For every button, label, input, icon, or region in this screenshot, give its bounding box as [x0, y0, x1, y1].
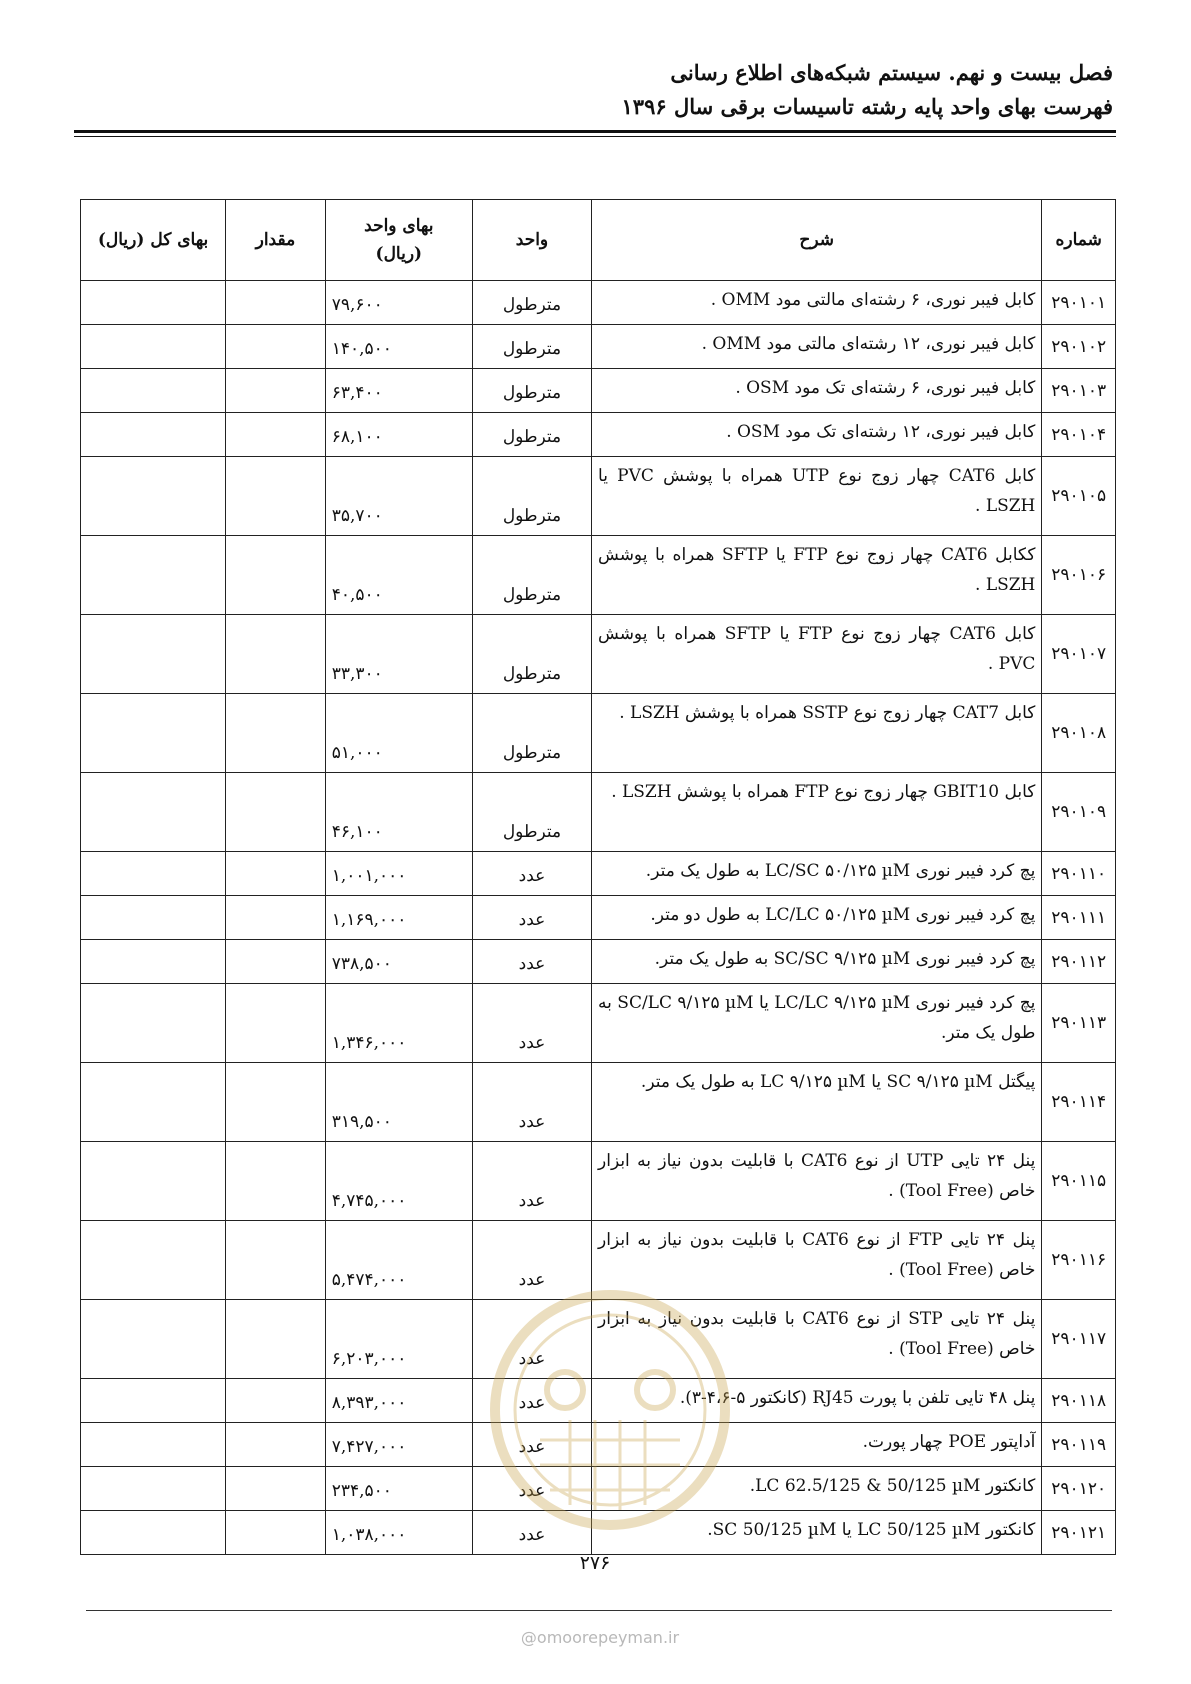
- row-total: [81, 536, 226, 615]
- row-code: ۲۹۰۱۰۸: [1042, 694, 1116, 773]
- row-unit: عدد: [472, 1221, 591, 1300]
- row-qty: [226, 1063, 326, 1142]
- row-desc: کابل فیبر نوری، ۶ رشته‌ای مالتی مود OMM .: [592, 281, 1042, 325]
- row-code: ۲۹۰۱۱۸: [1042, 1379, 1116, 1423]
- row-total: [81, 852, 226, 896]
- row-unit-price: ۳۳,۳۰۰: [325, 615, 472, 694]
- row-unit-price: ۱,۱۶۹,۰۰۰: [325, 896, 472, 940]
- row-unit: عدد: [472, 1300, 591, 1379]
- row-desc: پنل ۴۸ تایی تلفن با پورت RJ45 (کانکتور ۵-۴،۶-۳).: [592, 1379, 1042, 1423]
- row-qty: [226, 1221, 326, 1300]
- row-total: [81, 325, 226, 369]
- row-unit-price: ۱,۰۰۱,۰۰۰: [325, 852, 472, 896]
- row-code: ۲۹۰۱۱۲: [1042, 940, 1116, 984]
- row-qty: [226, 773, 326, 852]
- row-unit: مترطول: [472, 773, 591, 852]
- row-qty: [226, 852, 326, 896]
- col-header-unit-price-currency: (ریال): [375, 244, 423, 264]
- row-total: [81, 1467, 226, 1511]
- row-unit-price: ۵,۴۷۴,۰۰۰: [325, 1221, 472, 1300]
- row-code: ۲۹۰۱۰۱: [1042, 281, 1116, 325]
- row-unit-price: ۳۵,۷۰۰: [325, 457, 472, 536]
- row-unit-price: ۶۳,۴۰۰: [325, 369, 472, 413]
- row-code: ۲۹۰۱۰۴: [1042, 413, 1116, 457]
- table-row: [81, 984, 1116, 1063]
- row-total: [81, 940, 226, 984]
- row-code: ۲۹۰۱۱۹: [1042, 1423, 1116, 1467]
- row-desc: کابل CAT6 چهار زوج نوع FTP یا SFTP همراه با پوشش PVC .: [592, 615, 1042, 694]
- row-qty: [226, 1379, 326, 1423]
- row-unit-price: ۷۹,۶۰۰: [325, 281, 472, 325]
- row-code: ۲۹۰۱۲۰: [1042, 1467, 1116, 1511]
- row-total: [81, 1423, 226, 1467]
- row-total: [81, 281, 226, 325]
- table-row: [81, 325, 1116, 369]
- row-desc: کابل فیبر نوری، ۱۲ رشته‌ای مالتی مود OMM .: [592, 325, 1042, 369]
- row-unit: عدد: [472, 940, 591, 984]
- table-row: [81, 773, 1116, 852]
- table-row: [81, 615, 1116, 694]
- row-code: ۲۹۰۱۱۵: [1042, 1142, 1116, 1221]
- col-header-unit-price-label: بهای واحد: [364, 216, 434, 236]
- row-qty: [226, 413, 326, 457]
- table-row: [81, 281, 1116, 325]
- row-total: [81, 1221, 226, 1300]
- row-unit: عدد: [472, 984, 591, 1063]
- table-row: [81, 1063, 1116, 1142]
- document-title: فهرست بهای واحد پایه رشته تاسیسات برقی سال ۱۳۹۶: [621, 94, 1113, 119]
- row-code: ۲۹۰۱۱۴: [1042, 1063, 1116, 1142]
- row-unit: عدد: [472, 1063, 591, 1142]
- row-qty: [226, 1511, 326, 1555]
- row-total: [81, 1511, 226, 1555]
- header-rule-thin: [74, 136, 1116, 137]
- row-qty: [226, 940, 326, 984]
- col-header-unit-price: [325, 200, 472, 281]
- row-qty: [226, 984, 326, 1063]
- row-qty: [226, 896, 326, 940]
- row-unit-price: ۴۶,۱۰۰: [325, 773, 472, 852]
- row-unit: عدد: [472, 1467, 591, 1511]
- row-total: [81, 615, 226, 694]
- row-desc: پیگتل SC ۹/۱۲۵ µM یا LC ۹/۱۲۵ µM به طول یک متر.: [592, 1063, 1042, 1142]
- footer-rule: [86, 1610, 1112, 1611]
- row-total: [81, 369, 226, 413]
- website-watermark: @omoorepeyman.ir: [520, 1628, 680, 1647]
- row-unit-price: ۱۴۰,۵۰۰: [325, 325, 472, 369]
- row-qty: [226, 536, 326, 615]
- row-code: ۲۹۰۱۱۶: [1042, 1221, 1116, 1300]
- row-unit: مترطول: [472, 413, 591, 457]
- row-unit: مترطول: [472, 615, 591, 694]
- row-unit-price: ۱,۳۴۶,۰۰۰: [325, 984, 472, 1063]
- row-unit-price: ۷۳۸,۵۰۰: [325, 940, 472, 984]
- row-unit-price: ۷,۴۲۷,۰۰۰: [325, 1423, 472, 1467]
- col-header-qty: مقدار: [226, 200, 326, 281]
- row-total: [81, 1379, 226, 1423]
- table-row: [81, 413, 1116, 457]
- row-qty: [226, 281, 326, 325]
- table-row: [81, 1142, 1116, 1221]
- row-unit: عدد: [472, 1142, 591, 1221]
- row-total: [81, 1142, 226, 1221]
- row-unit-price: ۵۱,۰۰۰: [325, 694, 472, 773]
- row-unit-price: ۴۰,۵۰۰: [325, 536, 472, 615]
- table-row: [81, 896, 1116, 940]
- row-desc: پچ کرد فیبر نوری LC/LC ۵۰/۱۲۵ µM به طول دو متر.: [592, 896, 1042, 940]
- row-unit-price: ۳۱۹,۵۰۰: [325, 1063, 472, 1142]
- row-qty: [226, 325, 326, 369]
- row-total: [81, 1300, 226, 1379]
- row-code: ۲۹۰۱۱۰: [1042, 852, 1116, 896]
- col-header-desc: شرح: [592, 200, 1042, 281]
- col-header-total: بهای کل (ریال): [81, 200, 226, 281]
- row-total: [81, 457, 226, 536]
- row-desc: کانکتور LC 62.5/125 & 50/125 µM.: [592, 1467, 1042, 1511]
- row-unit: مترطول: [472, 457, 591, 536]
- row-code: ۲۹۰۱۱۱: [1042, 896, 1116, 940]
- row-desc: کابل فیبر نوری، ۶ رشته‌ای تک مود OSM .: [592, 369, 1042, 413]
- row-desc: پچ کرد فیبر نوری LC/SC ۵۰/۱۲۵ µM به طول یک متر.: [592, 852, 1042, 896]
- page-header: [73, 56, 1113, 124]
- row-qty: [226, 1300, 326, 1379]
- row-unit: مترطول: [472, 325, 591, 369]
- page-number: ۲۷۶: [579, 1552, 611, 1574]
- row-qty: [226, 369, 326, 413]
- row-unit: عدد: [472, 1379, 591, 1423]
- row-desc: آداپتور POE چهار پورت.: [592, 1423, 1042, 1467]
- row-unit: مترطول: [472, 369, 591, 413]
- row-total: [81, 413, 226, 457]
- row-code: ۲۹۰۱۰۲: [1042, 325, 1116, 369]
- table-row: [81, 852, 1116, 896]
- col-header-code: شماره: [1042, 200, 1116, 281]
- row-unit: عدد: [472, 1511, 591, 1555]
- watermark-logo: [480, 1260, 740, 1560]
- row-qty: [226, 694, 326, 773]
- row-desc: پنل ۲۴ تایی STP از نوع CAT6 با قابلیت بدون نیاز به ابزار خاص (Tool Free) .: [592, 1300, 1042, 1379]
- row-code: ۲۹۰۱۰۷: [1042, 615, 1116, 694]
- row-code: ۲۹۰۱۰۵: [1042, 457, 1116, 536]
- row-unit: مترطول: [472, 536, 591, 615]
- row-unit: عدد: [472, 896, 591, 940]
- row-desc: پچ کرد فیبر نوری LC/LC ۹/۱۲۵ µM یا SC/LC ۹/۱۲۵ µM به طول یک متر.: [592, 984, 1042, 1063]
- row-qty: [226, 615, 326, 694]
- row-total: [81, 1063, 226, 1142]
- row-unit: مترطول: [472, 694, 591, 773]
- row-unit-price: ۶,۲۰۳,۰۰۰: [325, 1300, 472, 1379]
- row-desc: کانکتور LC 50/125 µM یا SC 50/125 µM.: [592, 1511, 1042, 1555]
- row-qty: [226, 1467, 326, 1511]
- row-code: ۲۹۰۱۰۶: [1042, 536, 1116, 615]
- row-desc: ککابل CAT6 چهار زوج نوع FTP یا SFTP همراه با پوشش LSZH .: [592, 536, 1042, 615]
- table-row: [81, 457, 1116, 536]
- row-desc: کابل CAT6 چهار زوج نوع UTP همراه با پوشش PVC یا LSZH .: [592, 457, 1042, 536]
- row-total: [81, 984, 226, 1063]
- row-unit-price: ۶۸,۱۰۰: [325, 413, 472, 457]
- table-row: [81, 369, 1116, 413]
- row-qty: [226, 1142, 326, 1221]
- row-unit-price: ۲۳۴,۵۰۰: [325, 1467, 472, 1511]
- chapter-title: فصل بیست و نهم. سیستم شبکه‌های اطلاع رسانی: [670, 60, 1113, 85]
- table-row: [81, 536, 1116, 615]
- row-code: ۲۹۰۱۱۷: [1042, 1300, 1116, 1379]
- header-rule-thick: [74, 130, 1116, 133]
- row-code: ۲۹۰۱۲۱: [1042, 1511, 1116, 1555]
- row-desc: پنل ۲۴ تایی FTP از نوع CAT6 با قابلیت بدون نیاز به ابزار خاص (Tool Free) .: [592, 1221, 1042, 1300]
- row-code: ۲۹۰۱۰۹: [1042, 773, 1116, 852]
- row-code: ۲۹۰۱۰۳: [1042, 369, 1116, 413]
- row-qty: [226, 457, 326, 536]
- table-row: [81, 694, 1116, 773]
- row-desc: کابل CAT7 چهار زوج نوع SSTP همراه با پوشش LSZH .: [592, 694, 1042, 773]
- row-total: [81, 694, 226, 773]
- row-desc: پنل ۲۴ تایی UTP از نوع CAT6 با قابلیت بدون نیاز به ابزار خاص (Tool Free) .: [592, 1142, 1042, 1221]
- row-desc: پچ کرد فیبر نوری SC/SC ۹/۱۲۵ µM به طول یک متر.: [592, 940, 1042, 984]
- row-unit-price: ۱,۰۳۸,۰۰۰: [325, 1511, 472, 1555]
- row-unit-price: ۴,۷۴۵,۰۰۰: [325, 1142, 472, 1221]
- row-code: ۲۹۰۱۱۳: [1042, 984, 1116, 1063]
- table-row: [81, 940, 1116, 984]
- row-unit: مترطول: [472, 281, 591, 325]
- row-unit-price: ۸,۳۹۳,۰۰۰: [325, 1379, 472, 1423]
- col-header-unit: واحد: [472, 200, 591, 281]
- row-desc: کابل فیبر نوری، ۱۲ رشته‌ای تک مود OSM .: [592, 413, 1042, 457]
- row-qty: [226, 1423, 326, 1467]
- row-total: [81, 773, 226, 852]
- row-unit: عدد: [472, 852, 591, 896]
- row-desc: کابل GBIT10 چهار زوج نوع FTP همراه با پوشش LSZH .: [592, 773, 1042, 852]
- row-unit: عدد: [472, 1423, 591, 1467]
- row-total: [81, 896, 226, 940]
- table-header-row: [81, 200, 1116, 281]
